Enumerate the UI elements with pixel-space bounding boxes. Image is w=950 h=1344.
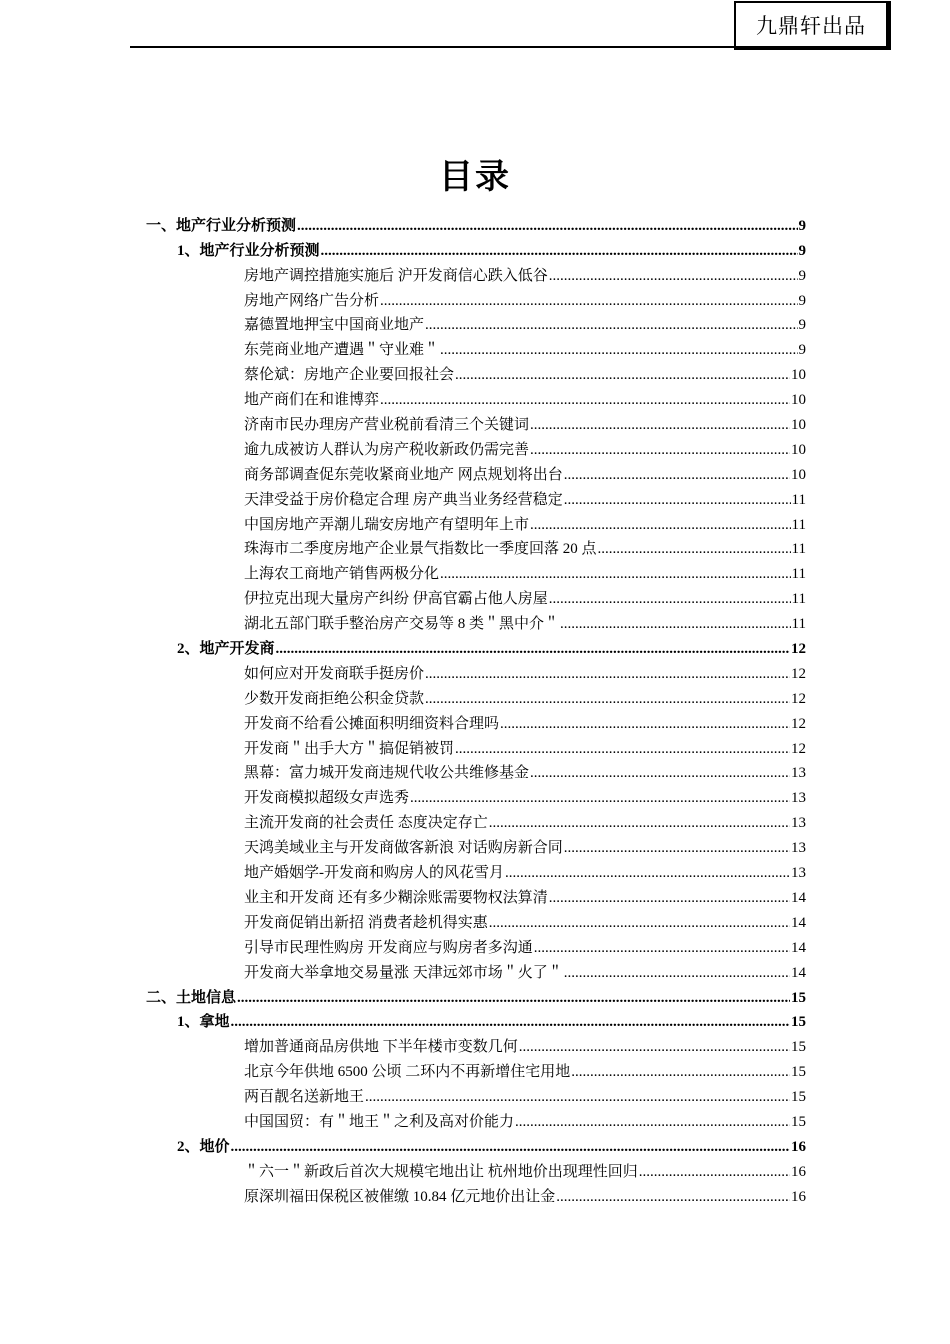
toc-page-number: 13: [791, 815, 806, 832]
toc-dot-leader: [534, 940, 790, 957]
toc-page-number: 12: [791, 690, 806, 707]
toc-dot-leader: [440, 342, 797, 359]
toc-dot-leader: [505, 865, 790, 882]
toc-dot-leader: [321, 243, 798, 260]
toc-dot-leader: [549, 890, 790, 907]
toc-dot-leader: [380, 293, 797, 310]
toc-entry-text: 2、地价: [177, 1138, 230, 1155]
toc-dot-leader: [530, 442, 790, 459]
toc-entry-text: 地产婚姻学-开发商和购房人的风花雪月: [244, 865, 504, 882]
toc-subsection-entry[interactable]: [0, 1133, 806, 1158]
toc-entry-text: 引导市民理性购房 开发商应与购房者多沟通: [244, 939, 533, 956]
toc-article-entry[interactable]: [0, 1058, 806, 1083]
toc-entry-text: 一、地产行业分析预测: [146, 217, 297, 234]
toc-page-number: 10: [791, 441, 806, 458]
toc-entry-text: 开发商不给看公摊面积明细资料合理吗: [244, 715, 500, 732]
toc-entry-text: 商务部调查促东莞收紧商业地产 网点规划将出台: [244, 466, 563, 483]
toc-page-number: 11: [791, 616, 806, 633]
toc-dot-leader: [560, 616, 791, 633]
toc-article-entry[interactable]: [0, 884, 806, 909]
toc-dot-leader: [564, 840, 790, 857]
toc-page-number: 15: [791, 1064, 806, 1081]
toc-dot-leader: [276, 641, 790, 658]
toc-page-number: 9: [798, 267, 806, 284]
toc-page-number: 13: [791, 840, 806, 857]
toc-article-entry[interactable]: [0, 859, 806, 884]
toc-page-number: 12: [791, 641, 806, 658]
toc-dot-leader: [564, 965, 790, 982]
toc-page-number: 10: [791, 367, 806, 384]
toc-entry-text: 增加普通商品房供地 下半年楼市变数几何: [244, 1039, 518, 1056]
toc-page-number: 14: [791, 914, 806, 931]
toc-dot-leader: [519, 1039, 790, 1056]
toc-entry-text: 嘉德置地押宝中国商业地产: [244, 317, 425, 334]
toc-page-number: 10: [791, 466, 806, 483]
toc-dot-leader: [455, 741, 790, 758]
toc-entry-text: 1、地产行业分析预测: [177, 242, 320, 259]
toc-entry-text: ＂六一＂新政后首次大规模宅地出让 杭州地价出现理性回归: [244, 1163, 638, 1180]
toc-dot-leader: [425, 691, 790, 708]
toc-article-entry[interactable]: [0, 585, 806, 610]
toc-page-number: 16: [791, 1188, 806, 1205]
toc-page-number: 9: [798, 317, 806, 334]
toc-article-entry[interactable]: [0, 760, 806, 785]
toc-article-entry[interactable]: [0, 486, 806, 511]
toc-article-entry[interactable]: [0, 909, 806, 934]
toc-page-number: 13: [791, 790, 806, 807]
toc-article-entry[interactable]: [0, 710, 806, 735]
toc-dot-leader: [297, 218, 797, 235]
toc-article-entry[interactable]: [0, 1033, 806, 1058]
brand-label: 九鼎轩出品: [734, 1, 891, 50]
toc-page-number: 14: [791, 939, 806, 956]
toc-entry-text: 湖北五部门联手整治房产交易等 8 类＂黑中介＂: [244, 616, 560, 633]
toc-section-entry[interactable]: [0, 984, 806, 1009]
toc-page-number: 15: [791, 989, 806, 1006]
toc-dot-leader: [380, 392, 790, 409]
toc-dot-leader: [639, 1164, 790, 1181]
toc-entry-text: 少数开发商拒绝公积金贷款: [244, 690, 425, 707]
toc-entry-text: 开发商模拟超级女声选秀: [244, 790, 410, 807]
toc-page-number: 9: [798, 342, 806, 359]
toc-article-entry[interactable]: [0, 959, 806, 984]
toc-subsection-entry[interactable]: [0, 635, 806, 660]
toc-entry-text: 济南市民办理房产营业税前看清三个关键词: [244, 417, 530, 434]
toc-entry-text: 地产商们在和谁博弈: [244, 392, 380, 409]
toc-article-entry[interactable]: [0, 685, 806, 710]
toc-entry-text: 中国国贸：有＂地王＂之利及高对价能力: [244, 1113, 515, 1130]
toc-page-number: 13: [791, 865, 806, 882]
toc-dot-leader: [564, 492, 791, 509]
toc-entry-text: 两百靓名送新地王: [244, 1089, 365, 1106]
toc-article-entry[interactable]: [0, 610, 806, 635]
toc-article-entry[interactable]: [0, 287, 806, 312]
toc-article-entry[interactable]: [0, 436, 806, 461]
toc-page-number: 15: [791, 1089, 806, 1106]
toc-entry-text: 中国房地产弄潮儿瑞安房地产有望明年上市: [244, 516, 530, 533]
toc-page-number: 12: [791, 665, 806, 682]
toc-dot-leader: [440, 566, 791, 583]
toc-entry-text: 黑幕：富力城开发商违规代收公共维修基金: [244, 765, 530, 782]
toc-dot-leader: [410, 790, 790, 807]
toc-article-entry[interactable]: [0, 1108, 806, 1133]
toc-page-number: 14: [791, 964, 806, 981]
toc-dot-leader: [455, 367, 790, 384]
toc-dot-leader: [500, 716, 790, 733]
toc-page-number: 10: [791, 392, 806, 409]
toc-dot-leader: [571, 1064, 790, 1081]
toc-entry-text: 逾九成被访人群认为房产税收新政仍需完善: [244, 441, 530, 458]
toc-page-number: 9: [798, 242, 806, 259]
toc-article-entry[interactable]: [0, 809, 806, 834]
toc-entry-text: 东莞商业地产遭遇＂守业难＂: [244, 342, 440, 359]
toc-article-entry[interactable]: [0, 1083, 806, 1108]
toc-article-entry[interactable]: [0, 735, 806, 760]
toc-article-entry[interactable]: [0, 560, 806, 585]
toc-entry-text: 2、地产开发商: [177, 641, 275, 658]
toc-dot-leader: [598, 541, 791, 558]
toc-article-entry[interactable]: [0, 336, 806, 361]
toc-dot-leader: [515, 1114, 790, 1131]
toc-dot-leader: [549, 268, 798, 285]
toc-entry-text: 蔡伦斌：房地产企业要回报社会: [244, 367, 455, 384]
toc-entry-text: 开发商＂出手大方＂搞促销被罚: [244, 740, 455, 757]
toc-page-number: 11: [791, 566, 806, 583]
toc-entry-text: 天鸿美域业主与开发商做客新浪 对话购房新合同: [244, 840, 563, 857]
toc-subsection-entry[interactable]: [0, 1009, 806, 1034]
toc-dot-leader: [530, 417, 790, 434]
toc-page-number: 16: [791, 1138, 806, 1155]
toc-dot-leader: [237, 990, 790, 1007]
toc-page-number: 9: [798, 292, 806, 309]
toc-article-entry[interactable]: [0, 361, 806, 386]
toc-dot-leader: [231, 1014, 790, 1031]
toc-article-entry[interactable]: [0, 1183, 806, 1208]
toc-dot-leader: [489, 915, 790, 932]
toc-page-number: 16: [791, 1163, 806, 1180]
toc-article-entry[interactable]: [0, 386, 806, 411]
toc-entry-text: 原深圳福田保税区被催缴 10.84 亿元地价出让金: [244, 1188, 556, 1205]
toc-entry-text: 天津受益于房价稳定合理 房产典当业务经营稳定: [244, 491, 563, 508]
toc-entry-text: 珠海市二季度房地产企业景气指数比一季度回落 20 点: [244, 541, 597, 558]
toc-article-entry[interactable]: [0, 312, 806, 337]
toc-entry-text: 主流开发商的社会责任 态度决定存亡: [244, 815, 488, 832]
toc-page-number: 10: [791, 417, 806, 434]
toc-entry-text: 伊拉克出现大量房产纠纷 伊高官霸占他人房屋: [244, 591, 548, 608]
toc-page-number: 12: [791, 715, 806, 732]
toc-article-entry[interactable]: [0, 934, 806, 959]
toc-dot-leader: [549, 591, 791, 608]
toc-dot-leader: [231, 1139, 790, 1156]
toc-page-number: 14: [791, 889, 806, 906]
toc-entry-text: 开发商大举拿地交易量涨 天津远郊市场＂火了＂: [244, 964, 563, 981]
toc-entry-text: 1、拿地: [177, 1014, 230, 1031]
toc-dot-leader: [425, 666, 790, 683]
toc-dot-leader: [564, 467, 790, 484]
toc-entry-text: 房地产网络广告分析: [244, 292, 380, 309]
toc-dot-leader: [530, 517, 791, 534]
toc-entry-text: 北京今年供地 6500 公顷 二环内不再新增住宅用地: [244, 1064, 571, 1081]
toc-article-entry[interactable]: [0, 834, 806, 859]
toc-page-number: 11: [791, 591, 806, 608]
toc-article-entry[interactable]: [0, 1158, 806, 1183]
toc-entry-text: 开发商促销出新招 消费者趁机得实惠: [244, 914, 488, 931]
toc-dot-leader: [530, 765, 790, 782]
toc-entry-text: 业主和开发商 还有多少糊涂账需要物权法算清: [244, 889, 548, 906]
toc-page-number: 11: [791, 491, 806, 508]
toc-article-entry[interactable]: [0, 536, 806, 561]
toc-dot-leader: [425, 317, 797, 334]
toc-title: 目录: [439, 157, 511, 197]
toc-page-number: 11: [791, 516, 806, 533]
toc-article-entry[interactable]: [0, 411, 806, 436]
toc-page-number: 9: [798, 217, 806, 234]
toc-dot-leader: [556, 1189, 790, 1206]
toc-article-entry[interactable]: [0, 660, 806, 685]
toc-page-number: 15: [791, 1039, 806, 1056]
toc-article-entry[interactable]: [0, 784, 806, 809]
toc-article-entry[interactable]: [0, 461, 806, 486]
toc-entry-text: 二、土地信息: [146, 989, 237, 1006]
toc-page-number: 15: [791, 1113, 806, 1130]
toc-entry-text: 房地产调控措施实施后 沪开发商信心跌入低谷: [244, 267, 548, 284]
toc-article-entry[interactable]: [0, 262, 806, 287]
toc-subsection-entry[interactable]: [0, 237, 806, 262]
toc-entry-text: 如何应对开发商联手挺房价: [244, 665, 425, 682]
toc-page-number: 13: [791, 765, 806, 782]
toc-dot-leader: [365, 1089, 790, 1106]
toc-list: [0, 212, 950, 1208]
toc-page-number: 15: [791, 1014, 806, 1031]
toc-article-entry[interactable]: [0, 511, 806, 536]
toc-section-entry[interactable]: [0, 212, 806, 237]
toc-page-number: 12: [791, 740, 806, 757]
toc-page-number: 11: [791, 541, 806, 558]
toc-entry-text: 上海农工商地产销售两极分化: [244, 566, 440, 583]
toc-dot-leader: [489, 815, 790, 832]
